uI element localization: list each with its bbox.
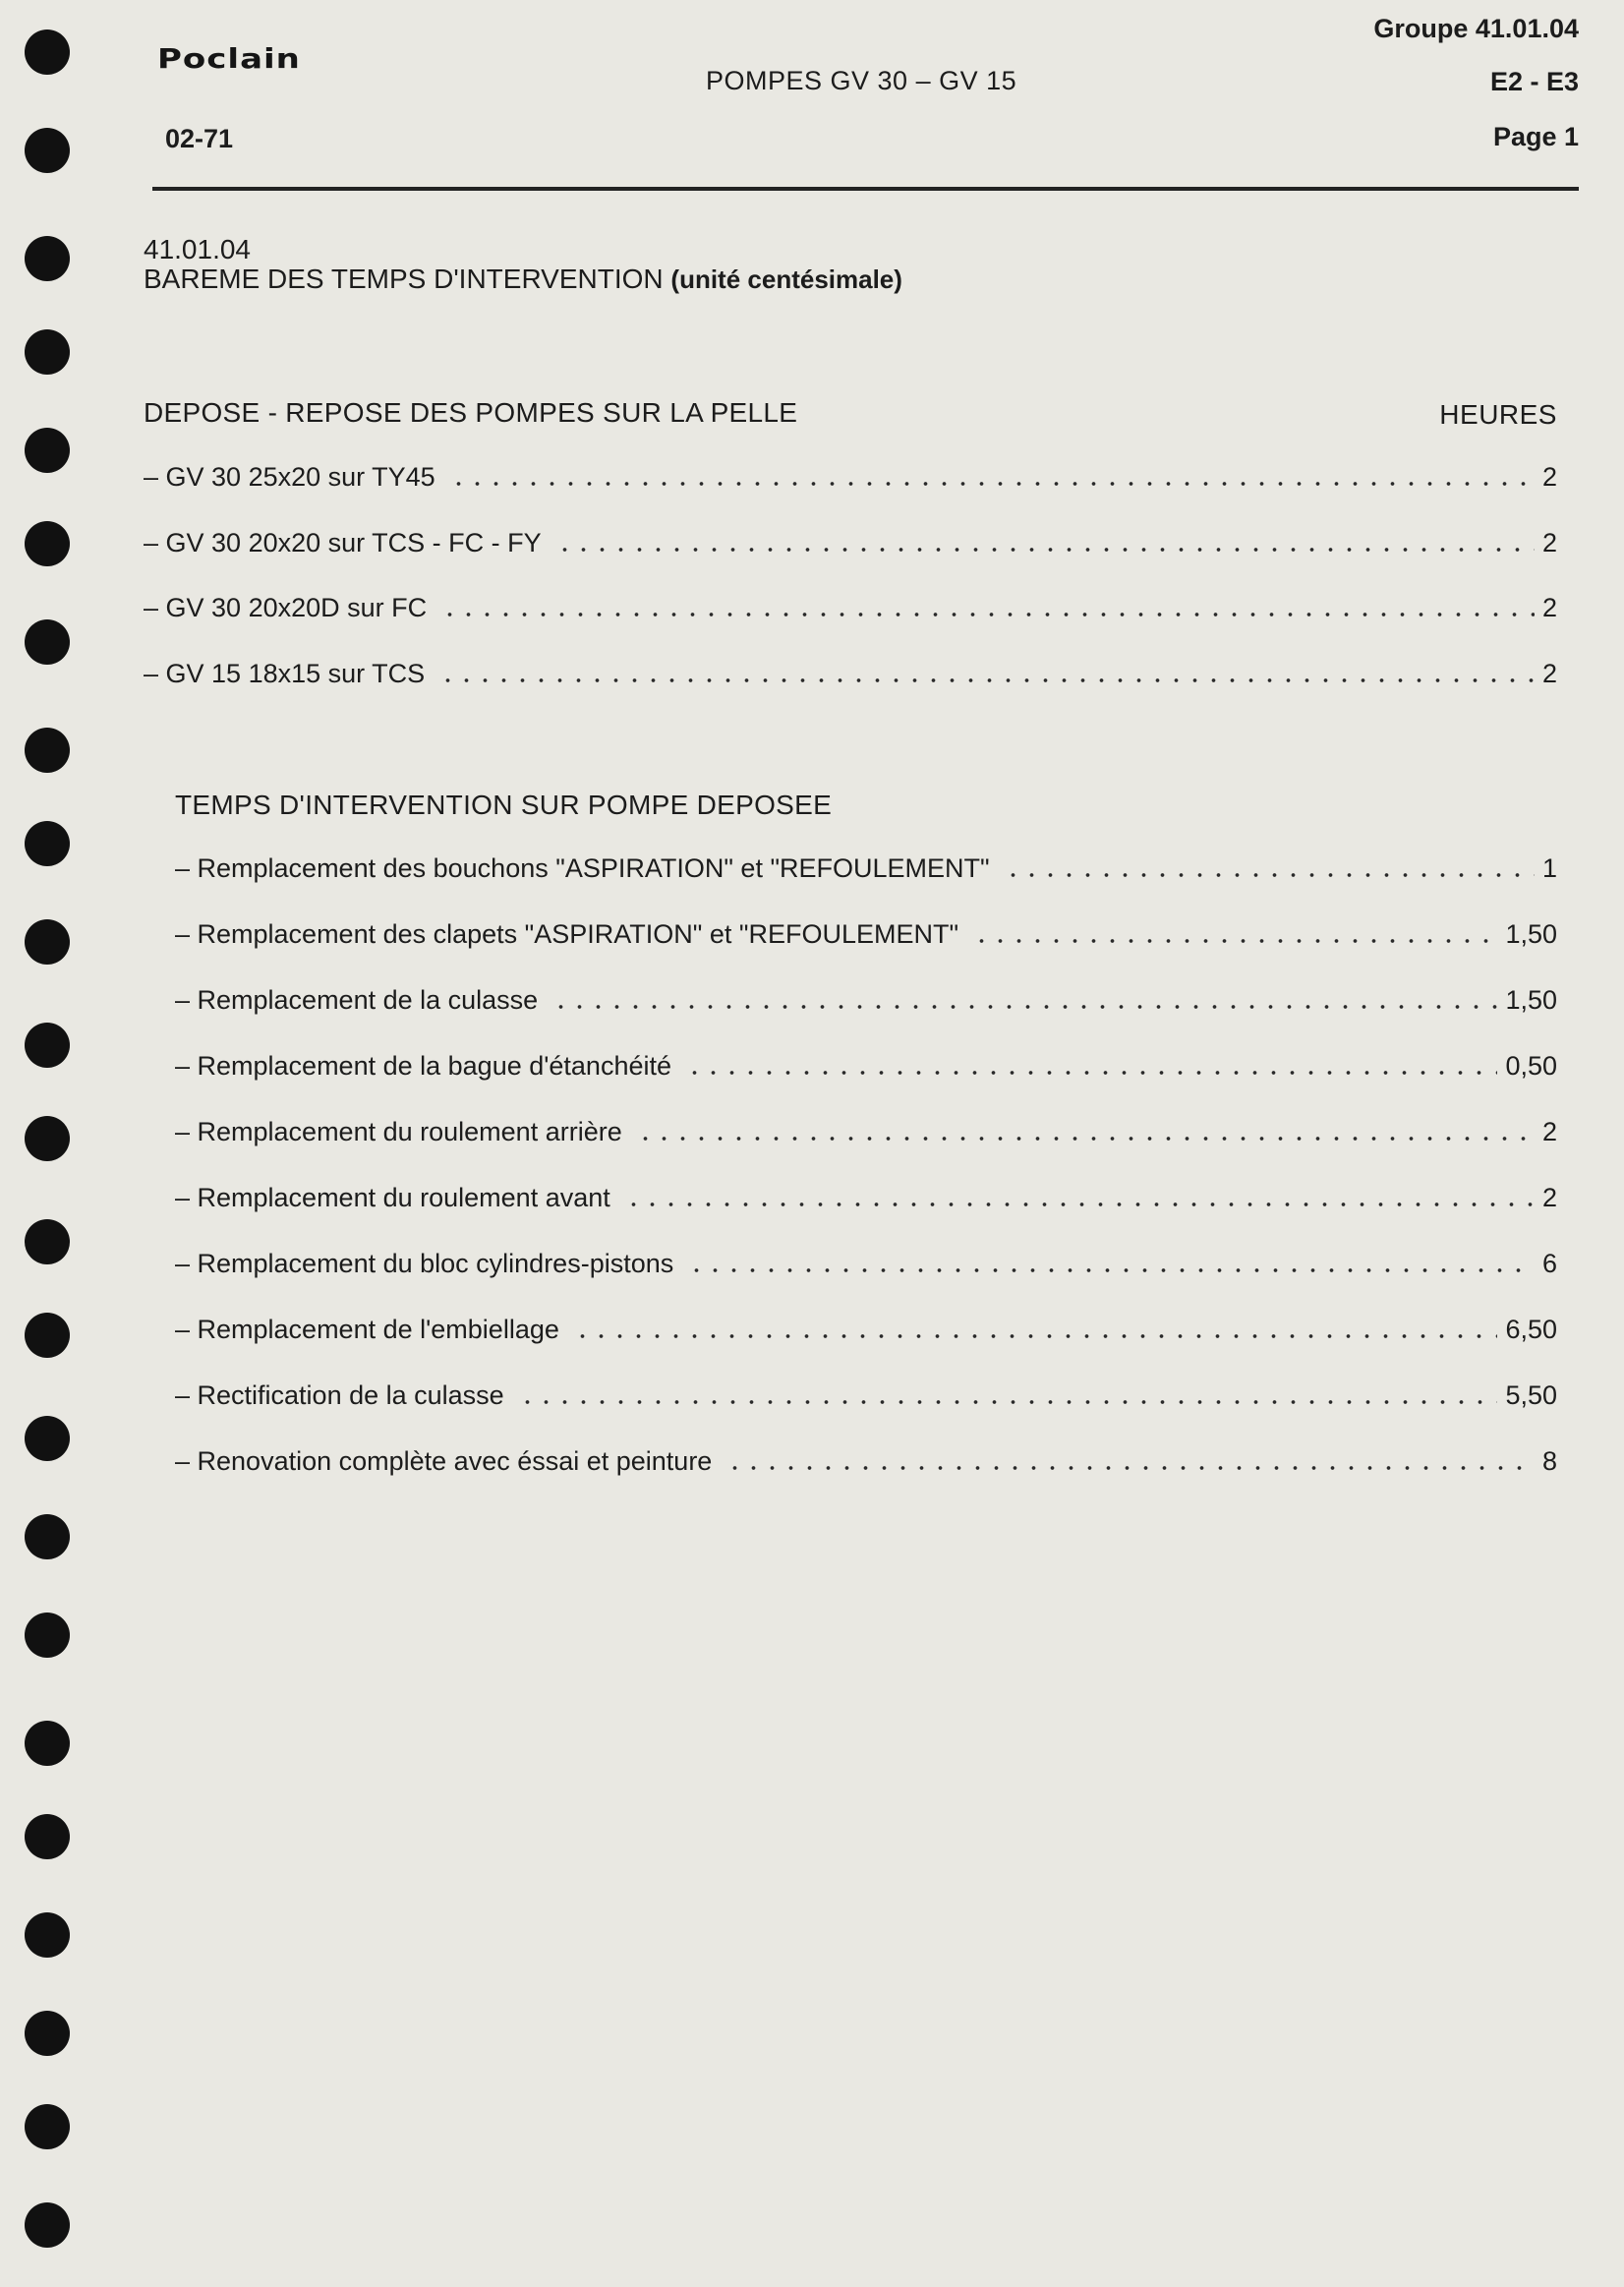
binder-hole: [25, 1912, 70, 1958]
depose-heading: DEPOSE - REPOSE DES POMPES SUR LA PELLE: [144, 397, 798, 428]
item-hours: 1,50: [1505, 919, 1557, 949]
list-item: [175, 853, 1557, 884]
dot-leader: [440, 613, 1535, 616]
groupe-label: Groupe: [1373, 14, 1469, 43]
binder-hole: [25, 1313, 70, 1358]
item-hours: 2: [1541, 462, 1557, 492]
list-item: [144, 462, 1557, 493]
item-hours: 2: [1541, 593, 1557, 622]
section-title-main: BAREME DES TEMPS D'INTERVENTION: [144, 264, 664, 294]
item-label: – Remplacement des bouchons "ASPIRATION" et "REFOULEMENT": [175, 853, 990, 883]
item-label: – GV 30 20x20 sur TCS - FC - FY: [144, 527, 542, 557]
binder-hole: [25, 521, 70, 566]
binder-holes: [25, 0, 74, 2287]
list-item: [175, 1051, 1557, 1082]
series-reference: E2 - E3: [1489, 67, 1579, 96]
item-hours: 2: [1541, 658, 1557, 688]
list-item: [175, 1446, 1557, 1477]
item-label: – GV 30 20x20D sur FC: [144, 593, 428, 622]
binder-hole: [25, 236, 70, 281]
binder-hole: [25, 428, 70, 473]
item-hours: 6,50: [1505, 1315, 1557, 1344]
groupe-reference: [1373, 14, 1579, 44]
binder-hole: [25, 29, 70, 75]
binder-hole: [25, 1219, 70, 1264]
binder-hole: [25, 329, 70, 375]
hours-column-header: HEURES: [1439, 399, 1557, 430]
binder-hole: [25, 2104, 70, 2149]
binder-hole: [25, 1721, 70, 1766]
item-label: – Renovation complète avec éssai et peinture: [175, 1446, 713, 1476]
item-hours: 8: [1541, 1446, 1557, 1476]
item-hours: 6: [1541, 1249, 1557, 1278]
list-item: [175, 985, 1557, 1016]
binder-hole: [25, 2011, 70, 2056]
dot-leader: [725, 1466, 1535, 1470]
item-hours: 2: [1541, 527, 1557, 557]
section-title-unit: (unité centésimale): [670, 264, 902, 294]
list-item: [175, 1117, 1557, 1147]
item-hours: 0,50: [1505, 1051, 1557, 1081]
dot-leader: [573, 1334, 1498, 1338]
item-hours: 2: [1541, 1117, 1557, 1146]
item-label: – GV 30 25x20 sur TY45: [144, 462, 435, 492]
binder-hole: [25, 1613, 70, 1658]
document-date: 02-71: [165, 124, 234, 153]
binder-hole: [25, 1416, 70, 1461]
dot-leader: [1004, 873, 1535, 877]
dot-leader: [551, 1005, 1497, 1009]
dot-leader: [555, 548, 1535, 552]
dot-leader: [438, 678, 1535, 682]
document-title: POMPES GV 30 – GV 15: [706, 66, 1017, 95]
item-label: – Remplacement des clapets "ASPIRATION" et "REFOULEMENT": [175, 919, 959, 949]
item-hours: 2: [1541, 1183, 1557, 1212]
item-label: – Remplacement de la bague d'étanchéité: [175, 1051, 671, 1081]
binder-hole: [25, 1116, 70, 1161]
dot-leader: [687, 1268, 1535, 1272]
binder-hole: [25, 919, 70, 965]
poclain-logo: Poclain: [157, 43, 301, 75]
list-item: [144, 528, 1557, 558]
binder-hole: [25, 821, 70, 866]
item-hours: 5,50: [1505, 1380, 1557, 1410]
list-item: [175, 1249, 1557, 1279]
dot-leader: [685, 1071, 1497, 1075]
binder-hole: [25, 1514, 70, 1559]
section-title: [144, 264, 902, 295]
item-label: – Remplacement du roulement arrière: [175, 1117, 622, 1146]
header-rule: [152, 187, 1579, 191]
item-hours: 1: [1541, 853, 1557, 883]
binder-hole: [25, 619, 70, 665]
section-number: 41.01.04: [144, 234, 251, 264]
item-label: – Rectification de la culasse: [175, 1380, 504, 1410]
dot-leader: [972, 939, 1497, 943]
dot-leader: [624, 1202, 1535, 1206]
list-item: [144, 593, 1557, 623]
list-item: [175, 1315, 1557, 1345]
dot-leader: [518, 1400, 1498, 1404]
item-label: – Remplacement de l'embiellage: [175, 1315, 559, 1344]
item-hours: 1,50: [1505, 985, 1557, 1015]
groupe-number: 41.01.04: [1475, 14, 1579, 43]
list-item: [175, 1380, 1557, 1411]
dot-leader: [636, 1137, 1535, 1141]
binder-hole: [25, 1023, 70, 1068]
item-label: – Remplacement de la culasse: [175, 985, 539, 1015]
intervention-heading: TEMPS D'INTERVENTION SUR POMPE DEPOSEE: [175, 790, 833, 820]
page-number: Page 1: [1492, 122, 1579, 151]
binder-hole: [25, 1814, 70, 1859]
list-item: [175, 919, 1557, 950]
item-label: – Remplacement du roulement avant: [175, 1183, 610, 1212]
dot-leader: [449, 482, 1535, 486]
binder-hole: [25, 128, 70, 173]
list-item: [144, 659, 1557, 689]
list-item: [175, 1183, 1557, 1213]
item-label: – GV 15 18x15 sur TCS: [144, 658, 426, 688]
binder-hole: [25, 2202, 70, 2248]
item-label: – Remplacement du bloc cylindres-pistons: [175, 1249, 674, 1278]
binder-hole: [25, 728, 70, 773]
